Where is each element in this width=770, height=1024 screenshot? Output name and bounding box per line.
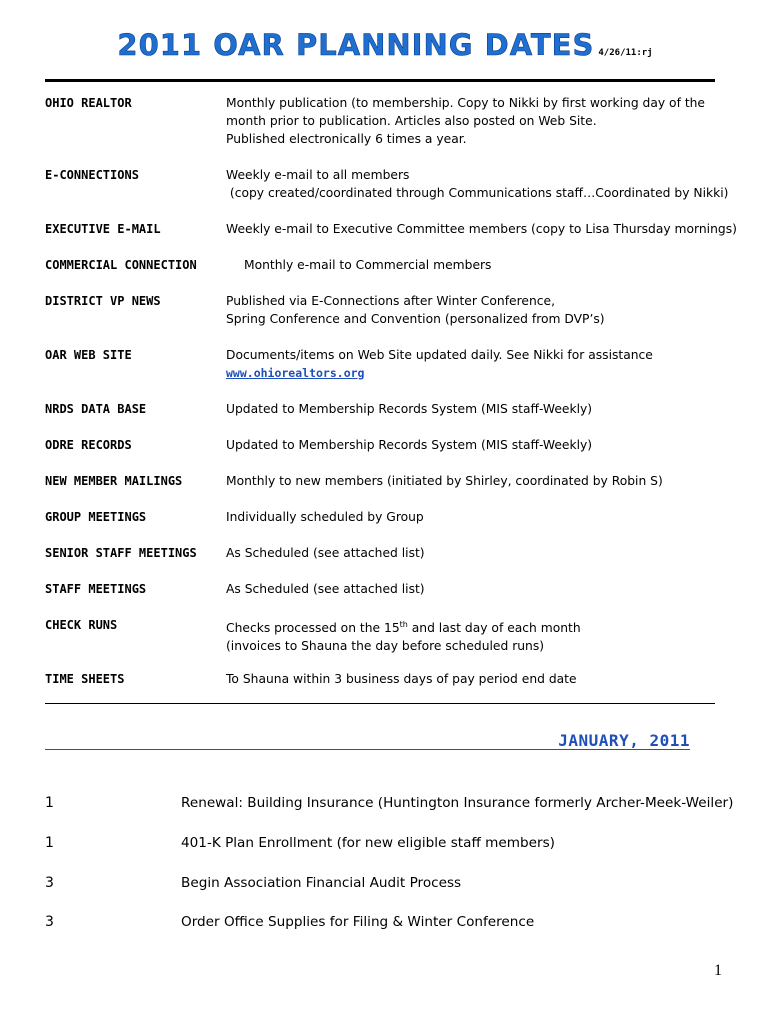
desc-line: Updated to Membership Records System (MIS staff-Weekly) [226, 402, 593, 416]
row-description [226, 400, 592, 418]
row-description [226, 472, 663, 490]
row-description [226, 616, 581, 655]
calendar-text: Begin Association Financial Audit Process [181, 875, 462, 891]
desc-line: month prior to publication. Articles also posted on Web Site. [226, 114, 597, 128]
month-heading: JANUARY, 2011 [558, 731, 690, 750]
row-label: OAR WEB SITE [45, 348, 132, 362]
row-description [226, 436, 592, 454]
website-link[interactable]: www.ohiorealtors.org [226, 366, 365, 380]
row-label: EXECUTIVE E-MAIL [45, 222, 161, 236]
row-label: E-CONNECTIONS [45, 168, 139, 182]
calendar-day: 1 [45, 835, 54, 851]
calendar-day: 3 [45, 875, 54, 891]
row-description [226, 346, 653, 382]
row-description [226, 166, 728, 202]
desc-line: Monthly to new members (initiated by Shirley, coordinated by Robin S) [226, 474, 663, 488]
row-label: SENIOR STAFF MEETINGS [45, 546, 197, 560]
row-description [226, 670, 577, 688]
desc-line: Monthly publication (to membership. Copy to Nikki by first working day of the [226, 96, 706, 110]
row-label: COMMERCIAL CONNECTION [45, 258, 197, 272]
row-description [226, 544, 425, 562]
desc-line: Documents/items on Web Site updated daily. See Nikki for assistance [226, 348, 653, 362]
row-label: NRDS DATA BASE [45, 402, 147, 416]
desc-line: Monthly e-mail to Commercial members [244, 258, 492, 272]
row-label: DISTRICT VP NEWS [45, 294, 161, 308]
desc-line: To Shauna within 3 business days of pay period end date [226, 672, 577, 686]
row-description [226, 580, 425, 598]
desc-line: As Scheduled (see attached list) [226, 582, 425, 596]
row-label: NEW MEMBER MAILINGS [45, 474, 183, 488]
desc-line: Weekly e-mail to all members [226, 168, 410, 182]
page-number: 1 [714, 962, 722, 979]
row-label: OHIO REALTOR [45, 96, 132, 110]
top-rule [45, 79, 715, 82]
desc-line: Spring Conference and Convention (personalized from DVP’s) [226, 312, 605, 326]
desc-line: (invoices to Shauna the day before scheduled runs) [226, 639, 545, 654]
row-description [244, 256, 491, 274]
desc-line: (copy created/coordinated through Communications staff…Coordinated by Nikki) [226, 186, 729, 200]
desc-line: Individually scheduled by Group [226, 510, 424, 524]
desc-line: Updated to Membership Records System (MIS staff-Weekly) [226, 438, 593, 452]
desc-line: Published electronically 6 times a year. [226, 132, 467, 146]
row-description [226, 94, 705, 148]
page-header [0, 28, 770, 62]
row-description [226, 508, 424, 526]
row-label: ODRE RECORDS [45, 438, 132, 452]
section-divider [45, 703, 715, 704]
row-label: GROUP MEETINGS [45, 510, 147, 524]
date-stamp: 4/26/11:rj [598, 48, 653, 58]
desc-line: Published via E-Connections after Winter Conference, [226, 294, 555, 308]
calendar-text: Renewal: Building Insurance (Huntington Insurance formerly Archer-Meek-Weiler) [181, 795, 734, 811]
row-description [226, 220, 737, 238]
row-label: TIME SHEETS [45, 672, 125, 686]
page-title: 2011 OAR PLANNING DATES [117, 28, 595, 62]
desc-line: As Scheduled (see attached list) [226, 546, 425, 560]
desc-line: Checks processed on the 15th and last day of each month [226, 620, 581, 636]
calendar-text: 401-K Plan Enrollment (for new eligible staff members) [181, 835, 555, 851]
calendar-text: Order Office Supplies for Filing & Winter Conference [181, 914, 535, 930]
row-description [226, 292, 605, 328]
desc-line: Weekly e-mail to Executive Committee members (copy to Lisa Thursday mornings) [226, 222, 737, 236]
row-label: STAFF MEETINGS [45, 582, 147, 596]
row-label: CHECK RUNS [45, 618, 118, 632]
calendar-day: 1 [45, 795, 54, 811]
calendar-day: 3 [45, 914, 54, 930]
